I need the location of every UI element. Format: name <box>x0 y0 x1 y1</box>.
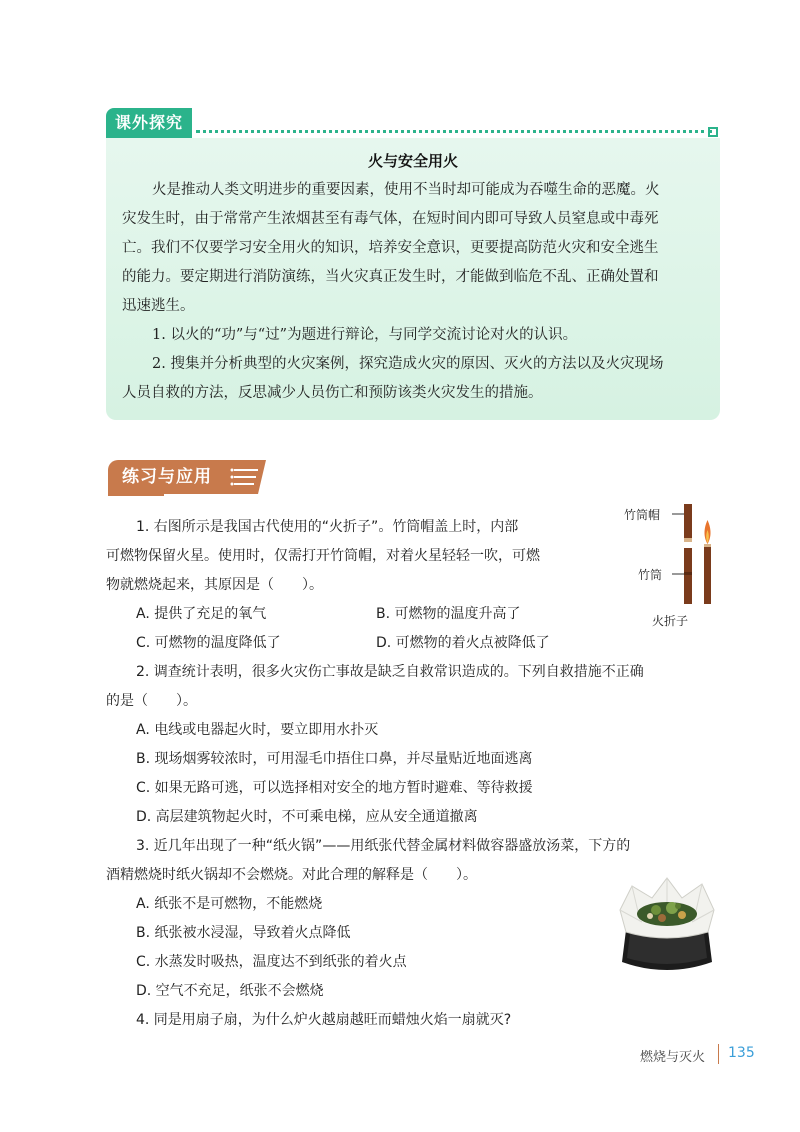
q1-option-b: B. 可燃物的温度升高了 <box>376 606 521 622</box>
explore-paragraph-line-2: 灾发生时，由于常常产生浓烟甚至有毒气体，在短时间内即可导致人员窒息或中毒死 <box>122 211 659 227</box>
footer-chapter: 燃烧与灭火 <box>640 1050 706 1065</box>
q2-line-2: 的是（ ）。 <box>106 693 197 709</box>
q1-line-3: 物就燃烧起来，其原因是（ ）。 <box>106 577 323 593</box>
footer-separator <box>718 1044 719 1064</box>
q2-option-b: B. 现场烟雾较浓时，可用湿毛巾捂住口鼻，并尽量贴近地面逃离 <box>136 751 533 767</box>
fire-starter-illustration <box>672 502 722 606</box>
paper-hotpot-illustration <box>612 870 722 980</box>
q2-line-1: 2. 调查统计表明，很多火灾伤亡事故是缺乏自救常识造成的。下列自救措施不正确 <box>136 664 644 680</box>
explore-paragraph-line-3: 亡。我们不仅要学习安全用火的知识，培养安全意识，更要提高防范火灾和安全逃生 <box>122 240 659 256</box>
explore-corner-mark <box>708 127 718 137</box>
page-number: 135 <box>728 1045 755 1061</box>
exercise-banner-underline <box>108 492 164 496</box>
explore-paragraph-line-5: 迅速逃生。 <box>122 298 195 314</box>
q4-text: 4. 同是用扇子扇，为什么炉火越扇越旺而蜡烛火焰一扇就灭? <box>136 1012 512 1028</box>
q3-line-1: 3. 近几年出现了一种“纸火锅”——用纸张代替金属材料做容器盛放汤菜，下方的 <box>136 838 631 854</box>
explore-item-2-line-2: 人员自救的方法，反思减少人员伤亡和预防该类火灾发生的措施。 <box>122 385 543 401</box>
explore-tag: 课外探究 <box>106 108 192 138</box>
q1-option-c: C. 可燃物的温度降低了 <box>136 635 281 651</box>
explore-dotted-rule <box>196 130 712 133</box>
q1-option-a: A. 提供了充足的氧气 <box>136 606 267 622</box>
q2-option-a: A. 电线或电器起火时，要立即用水扑灭 <box>136 722 379 738</box>
explore-paragraph-line-4: 的能力。要定期进行消防演练，当火灾真正发生时，才能做到临危不乱、正确处置和 <box>122 269 659 285</box>
figure-label-cap: 竹筒帽 <box>624 508 661 522</box>
explore-item-2-line-1: 2. 搜集并分析典型的火灾案例，探究造成火灾的原因、灭火的方法以及火灾现场 <box>152 356 664 372</box>
q2-option-d: D. 高层建筑物起火时，不可乘电梯，应从安全通道撤离 <box>136 809 478 825</box>
figure-caption: 火折子 <box>652 614 689 628</box>
exercise-banner: 练习与应用 <box>108 460 236 494</box>
q3-option-d: D. 空气不充足，纸张不会燃烧 <box>136 983 324 999</box>
exercise-banner-stripes-icon <box>228 460 266 494</box>
q3-line-2: 酒精燃烧时纸火锅却不会燃烧。对此合理的解释是（ ）。 <box>106 867 477 883</box>
q3-option-c: C. 水蒸发时吸热，温度达不到纸张的着火点 <box>136 954 407 970</box>
figure-label-tube: 竹筒 <box>638 568 663 582</box>
explore-title: 火与安全用火 <box>367 152 458 170</box>
q3-option-a: A. 纸张不是可燃物，不能燃烧 <box>136 896 323 912</box>
q2-option-c: C. 如果无路可逃，可以选择相对安全的地方暂时避难、等待救援 <box>136 780 533 796</box>
q1-line-1: 1. 右图所示是我国古代使用的“火折子”。竹筒帽盖上时，内部 <box>136 519 519 535</box>
explore-item-1: 1. 以火的“功”与“过”为题进行辩论，与同学交流讨论对火的认识。 <box>152 327 578 343</box>
explore-paragraph-line-1: 火是推动人类文明进步的重要因素，使用不当时却可能成为吞噬生命的恶魔。火 <box>152 182 660 198</box>
q3-option-b: B. 纸张被水浸湿，导致着火点降低 <box>136 925 351 941</box>
q1-line-2: 可燃物保留火星。使用时，仅需打开竹筒帽，对着火星轻轻一吹，可燃 <box>106 548 540 564</box>
q1-option-d: D. 可燃物的着火点被降低了 <box>376 635 550 651</box>
